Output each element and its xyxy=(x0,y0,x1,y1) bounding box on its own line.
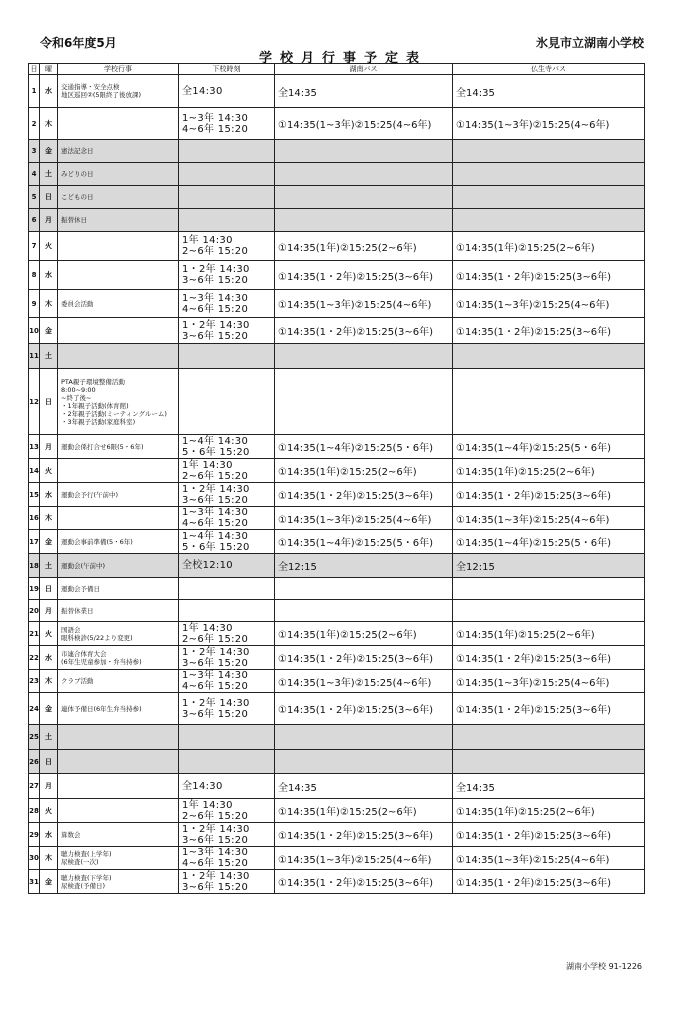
event-cell: 運動会(午前中) xyxy=(58,554,179,578)
dismissal-time-cell: 1~4年 14:30 5・6年 15:20 xyxy=(179,530,275,554)
konan-bus-cell: ①14:35(1~3年)②15:25(4~6年) xyxy=(275,290,453,318)
table-row xyxy=(29,186,645,209)
event-cell: PTA親子環境整備活動 8:00~9:00 ~終了後~ ・1年親子活動(体育館) ・2年親子活動(ミーティングルーム) ・3年親子活動(家庭科室) xyxy=(58,369,179,435)
col-header-konan-bus: 湖南バス xyxy=(275,64,453,75)
event-cell xyxy=(58,774,179,799)
event-cell xyxy=(58,318,179,344)
konan-bus-cell: ①14:35(1・2年)②15:25(3~6年) xyxy=(275,870,453,894)
day-cell: 19 xyxy=(29,578,40,600)
table-row xyxy=(29,693,645,725)
event-cell: みどりの日 xyxy=(58,163,179,186)
event-cell: 市連合体育大会 (6年生児童参加・弁当持参) xyxy=(58,646,179,670)
event-cell: 委員会活動 xyxy=(58,290,179,318)
busshoji-bus-cell: ①14:35(1~3年)②15:25(4~6年) xyxy=(453,847,645,870)
konan-bus-cell: ①14:35(1~4年)②15:25(5・6年) xyxy=(275,530,453,554)
day-cell: 1 xyxy=(29,75,40,108)
table-row xyxy=(29,622,645,646)
busshoji-bus-cell xyxy=(453,750,645,774)
day-cell: 31 xyxy=(29,870,40,894)
dismissal-time-cell: 全14:30 xyxy=(179,774,275,799)
table-row xyxy=(29,318,645,344)
table-row xyxy=(29,140,645,163)
day-cell: 17 xyxy=(29,530,40,554)
table-row xyxy=(29,799,645,823)
day-cell: 3 xyxy=(29,140,40,163)
weekday-cell: 金 xyxy=(40,870,58,894)
event-cell: 振替休日 xyxy=(58,209,179,232)
weekday-cell: 月 xyxy=(40,435,58,459)
table-row xyxy=(29,823,645,847)
event-cell xyxy=(58,232,179,261)
weekday-cell: 火 xyxy=(40,622,58,646)
weekday-cell: 月 xyxy=(40,209,58,232)
table-row xyxy=(29,163,645,186)
day-cell: 30 xyxy=(29,847,40,870)
dismissal-time-cell xyxy=(179,186,275,209)
table-row xyxy=(29,554,645,578)
busshoji-bus-cell: ①14:35(1年)②15:25(2~6年) xyxy=(453,232,645,261)
dismissal-time-cell: 全14:30 xyxy=(179,75,275,108)
busshoji-bus-cell: ①14:35(1・2年)②15:25(3~6年) xyxy=(453,318,645,344)
day-cell: 27 xyxy=(29,774,40,799)
konan-bus-cell xyxy=(275,209,453,232)
weekday-cell: 水 xyxy=(40,261,58,290)
konan-bus-cell xyxy=(275,600,453,622)
weekday-cell: 土 xyxy=(40,344,58,369)
table-row xyxy=(29,75,645,108)
busshoji-bus-cell: ①14:35(1~4年)②15:25(5・6年) xyxy=(453,530,645,554)
weekday-cell: 金 xyxy=(40,530,58,554)
footer-contact: 湖南小学校 91-1226 xyxy=(566,962,642,971)
weekday-cell: 水 xyxy=(40,823,58,847)
dismissal-time-cell xyxy=(179,600,275,622)
konan-bus-cell: ①14:35(1年)②15:25(2~6年) xyxy=(275,459,453,483)
weekday-cell: 日 xyxy=(40,186,58,209)
konan-bus-cell: ①14:35(1年)②15:25(2~6年) xyxy=(275,232,453,261)
busshoji-bus-cell: ①14:35(1年)②15:25(2~6年) xyxy=(453,622,645,646)
day-cell: 11 xyxy=(29,344,40,369)
dismissal-time-cell: 1年 14:30 2~6年 15:20 xyxy=(179,799,275,823)
konan-bus-cell: ①14:35(1・2年)②15:25(3~6年) xyxy=(275,823,453,847)
table-row xyxy=(29,600,645,622)
konan-bus-cell: ①14:35(1・2年)②15:25(3~6年) xyxy=(275,483,453,507)
table-row xyxy=(29,847,645,870)
konan-bus-cell xyxy=(275,578,453,600)
day-cell: 22 xyxy=(29,646,40,670)
weekday-cell: 土 xyxy=(40,554,58,578)
konan-bus-cell xyxy=(275,186,453,209)
konan-bus-cell xyxy=(275,344,453,369)
konan-bus-cell: ①14:35(1年)②15:25(2~6年) xyxy=(275,622,453,646)
table-row xyxy=(29,232,645,261)
event-cell: 聴力検査(下学年) 尿検査(予備日) xyxy=(58,870,179,894)
fiscal-month-label: 令和6年度5月 xyxy=(40,36,117,50)
event-cell xyxy=(58,459,179,483)
dismissal-time-cell: 1年 14:30 2~6年 15:20 xyxy=(179,459,275,483)
dismissal-time-cell xyxy=(179,163,275,186)
busshoji-bus-cell: ①14:35(1年)②15:25(2~6年) xyxy=(453,459,645,483)
konan-bus-cell: ①14:35(1~3年)②15:25(4~6年) xyxy=(275,847,453,870)
dismissal-time-cell: 1年 14:30 2~6年 15:20 xyxy=(179,232,275,261)
busshoji-bus-cell: 全14:35 xyxy=(453,75,645,108)
weekday-cell: 月 xyxy=(40,600,58,622)
event-cell: 国語会 眼科検診(5/22より変更) xyxy=(58,622,179,646)
weekday-cell: 木 xyxy=(40,847,58,870)
table-header-row xyxy=(29,64,645,75)
busshoji-bus-cell xyxy=(453,369,645,435)
table-row xyxy=(29,578,645,600)
table-row xyxy=(29,507,645,530)
konan-bus-cell: 全12:15 xyxy=(275,554,453,578)
konan-bus-cell: ①14:35(1年)②15:25(2~6年) xyxy=(275,799,453,823)
busshoji-bus-cell: 全14:35 xyxy=(453,774,645,799)
busshoji-bus-cell xyxy=(453,344,645,369)
table-row xyxy=(29,108,645,140)
busshoji-bus-cell: ①14:35(1・2年)②15:25(3~6年) xyxy=(453,646,645,670)
day-cell: 13 xyxy=(29,435,40,459)
konan-bus-cell: ①14:35(1・2年)②15:25(3~6年) xyxy=(275,318,453,344)
event-cell: 憲法記念日 xyxy=(58,140,179,163)
dismissal-time-cell: 1・2年 14:30 3~6年 15:20 xyxy=(179,870,275,894)
weekday-cell: 日 xyxy=(40,369,58,435)
day-cell: 14 xyxy=(29,459,40,483)
table-row xyxy=(29,530,645,554)
weekday-cell: 木 xyxy=(40,290,58,318)
day-cell: 29 xyxy=(29,823,40,847)
dismissal-time-cell: 1~3年 14:30 4~6年 15:20 xyxy=(179,847,275,870)
col-header-weekday: 曜 xyxy=(40,64,58,75)
event-cell: 振替休業日 xyxy=(58,600,179,622)
day-cell: 25 xyxy=(29,725,40,750)
konan-bus-cell xyxy=(275,140,453,163)
busshoji-bus-cell: ①14:35(1~3年)②15:25(4~6年) xyxy=(453,507,645,530)
table-row xyxy=(29,870,645,894)
konan-bus-cell: 全14:35 xyxy=(275,75,453,108)
busshoji-bus-cell: ①14:35(1~3年)②15:25(4~6年) xyxy=(453,290,645,318)
weekday-cell: 金 xyxy=(40,693,58,725)
day-cell: 12 xyxy=(29,369,40,435)
busshoji-bus-cell xyxy=(453,209,645,232)
dismissal-time-cell xyxy=(179,750,275,774)
konan-bus-cell xyxy=(275,369,453,435)
dismissal-time-cell: 1・2年 14:30 3~6年 15:20 xyxy=(179,646,275,670)
table-row xyxy=(29,725,645,750)
busshoji-bus-cell: ①14:35(1~3年)②15:25(4~6年) xyxy=(453,108,645,140)
busshoji-bus-cell: ①14:35(1~4年)②15:25(5・6年) xyxy=(453,435,645,459)
busshoji-bus-cell: ①14:35(1・2年)②15:25(3~6年) xyxy=(453,870,645,894)
event-cell xyxy=(58,725,179,750)
event-cell: 連体予備日(6年生弁当持参) xyxy=(58,693,179,725)
weekday-cell: 水 xyxy=(40,483,58,507)
event-cell xyxy=(58,261,179,290)
col-header-busshoji-bus: 仏生寺バス xyxy=(453,64,645,75)
konan-bus-cell: ①14:35(1・2年)②15:25(3~6年) xyxy=(275,693,453,725)
busshoji-bus-cell xyxy=(453,578,645,600)
dismissal-time-cell xyxy=(179,369,275,435)
dismissal-time-cell xyxy=(179,209,275,232)
busshoji-bus-cell xyxy=(453,140,645,163)
konan-bus-cell xyxy=(275,750,453,774)
table-row xyxy=(29,774,645,799)
event-cell: 運動会係打合せ6限(5・6年) xyxy=(58,435,179,459)
weekday-cell: 土 xyxy=(40,163,58,186)
table-row xyxy=(29,344,645,369)
day-cell: 21 xyxy=(29,622,40,646)
col-header-events: 学校行事 xyxy=(58,64,179,75)
busshoji-bus-cell: ①14:35(1~3年)②15:25(4~6年) xyxy=(453,670,645,693)
event-cell: クラブ活動 xyxy=(58,670,179,693)
schedule-table xyxy=(28,63,645,894)
table-row xyxy=(29,435,645,459)
weekday-cell: 土 xyxy=(40,725,58,750)
busshoji-bus-cell xyxy=(453,163,645,186)
day-cell: 7 xyxy=(29,232,40,261)
busshoji-bus-cell: ①14:35(1・2年)②15:25(3~6年) xyxy=(453,693,645,725)
document-title: 学校月行事予定表 xyxy=(258,51,427,66)
busshoji-bus-cell xyxy=(453,186,645,209)
dismissal-time-cell: 1・2年 14:30 3~6年 15:20 xyxy=(179,823,275,847)
day-cell: 23 xyxy=(29,670,40,693)
konan-bus-cell: ①14:35(1~4年)②15:25(5・6年) xyxy=(275,435,453,459)
dismissal-time-cell xyxy=(179,578,275,600)
dismissal-time-cell: 1・2年 14:30 3~6年 15:20 xyxy=(179,483,275,507)
busshoji-bus-cell xyxy=(453,600,645,622)
konan-bus-cell: ①14:35(1~3年)②15:25(4~6年) xyxy=(275,108,453,140)
day-cell: 8 xyxy=(29,261,40,290)
weekday-cell: 火 xyxy=(40,459,58,483)
weekday-cell: 日 xyxy=(40,578,58,600)
weekday-cell: 日 xyxy=(40,750,58,774)
event-cell xyxy=(58,108,179,140)
table-row xyxy=(29,483,645,507)
weekday-cell: 金 xyxy=(40,318,58,344)
col-header-dismissal: 下校時刻 xyxy=(179,64,275,75)
konan-bus-cell xyxy=(275,725,453,750)
day-cell: 16 xyxy=(29,507,40,530)
busshoji-bus-cell: ①14:35(1・2年)②15:25(3~6年) xyxy=(453,823,645,847)
busshoji-bus-cell xyxy=(453,725,645,750)
day-cell: 2 xyxy=(29,108,40,140)
school-name: 氷見市立湖南小学校 xyxy=(535,36,644,50)
dismissal-time-cell xyxy=(179,725,275,750)
table-row xyxy=(29,670,645,693)
event-cell xyxy=(58,750,179,774)
dismissal-time-cell: 1年 14:30 2~6年 15:20 xyxy=(179,622,275,646)
dismissal-time-cell: 1・2年 14:30 3~6年 15:20 xyxy=(179,261,275,290)
day-cell: 10 xyxy=(29,318,40,344)
table-row xyxy=(29,290,645,318)
day-cell: 5 xyxy=(29,186,40,209)
dismissal-time-cell xyxy=(179,140,275,163)
event-cell: 聴力検査(上学年) 尿検査(一次) xyxy=(58,847,179,870)
event-cell: 運動会予備日 xyxy=(58,578,179,600)
busshoji-bus-cell: ①14:35(1・2年)②15:25(3~6年) xyxy=(453,483,645,507)
dismissal-time-cell: 1~3年 14:30 4~6年 15:20 xyxy=(179,507,275,530)
day-cell: 20 xyxy=(29,600,40,622)
weekday-cell: 木 xyxy=(40,507,58,530)
dismissal-time-cell: 1~4年 14:30 5・6年 15:20 xyxy=(179,435,275,459)
day-cell: 4 xyxy=(29,163,40,186)
dismissal-time-cell: 全校12:10 xyxy=(179,554,275,578)
table-row xyxy=(29,369,645,435)
table-row xyxy=(29,261,645,290)
table-row xyxy=(29,750,645,774)
event-cell: 運動会予行(午前中) xyxy=(58,483,179,507)
busshoji-bus-cell: ①14:35(1・2年)②15:25(3~6年) xyxy=(453,261,645,290)
busshoji-bus-cell: ①14:35(1年)②15:25(2~6年) xyxy=(453,799,645,823)
event-cell: こどもの日 xyxy=(58,186,179,209)
event-cell xyxy=(58,344,179,369)
weekday-cell: 水 xyxy=(40,646,58,670)
day-cell: 28 xyxy=(29,799,40,823)
event-cell: 算数会 xyxy=(58,823,179,847)
weekday-cell: 木 xyxy=(40,108,58,140)
weekday-cell: 月 xyxy=(40,774,58,799)
day-cell: 26 xyxy=(29,750,40,774)
event-cell xyxy=(58,507,179,530)
event-cell: 運動会事前準備(5・6年) xyxy=(58,530,179,554)
busshoji-bus-cell: 全12:15 xyxy=(453,554,645,578)
konan-bus-cell: ①14:35(1・2年)②15:25(3~6年) xyxy=(275,646,453,670)
table-row xyxy=(29,459,645,483)
dismissal-time-cell: 1~3年 14:30 4~6年 15:20 xyxy=(179,290,275,318)
weekday-cell: 火 xyxy=(40,232,58,261)
event-cell xyxy=(58,799,179,823)
dismissal-time-cell xyxy=(179,344,275,369)
konan-bus-cell: ①14:35(1~3年)②15:25(4~6年) xyxy=(275,670,453,693)
weekday-cell: 水 xyxy=(40,75,58,108)
dismissal-time-cell: 1・2年 14:30 3~6年 15:20 xyxy=(179,318,275,344)
table-row xyxy=(29,646,645,670)
event-cell: 交通指導・安全点検 地区巡回②(5限終了後放課) xyxy=(58,75,179,108)
day-cell: 6 xyxy=(29,209,40,232)
konan-bus-cell xyxy=(275,163,453,186)
col-header-day: 日 xyxy=(30,65,38,73)
weekday-cell: 木 xyxy=(40,670,58,693)
weekday-cell: 火 xyxy=(40,799,58,823)
weekday-cell: 金 xyxy=(40,140,58,163)
day-cell: 15 xyxy=(29,483,40,507)
dismissal-time-cell: 1~3年 14:30 4~6年 15:20 xyxy=(179,108,275,140)
konan-bus-cell: ①14:35(1~3年)②15:25(4~6年) xyxy=(275,507,453,530)
konan-bus-cell: ①14:35(1・2年)②15:25(3~6年) xyxy=(275,261,453,290)
day-cell: 24 xyxy=(29,693,40,725)
table-row xyxy=(29,209,645,232)
dismissal-time-cell: 1~3年 14:30 4~6年 15:20 xyxy=(179,670,275,693)
day-cell: 18 xyxy=(29,554,40,578)
dismissal-time-cell: 1・2年 14:30 3~6年 15:20 xyxy=(179,693,275,725)
day-cell: 9 xyxy=(29,290,40,318)
konan-bus-cell: 全14:35 xyxy=(275,774,453,799)
